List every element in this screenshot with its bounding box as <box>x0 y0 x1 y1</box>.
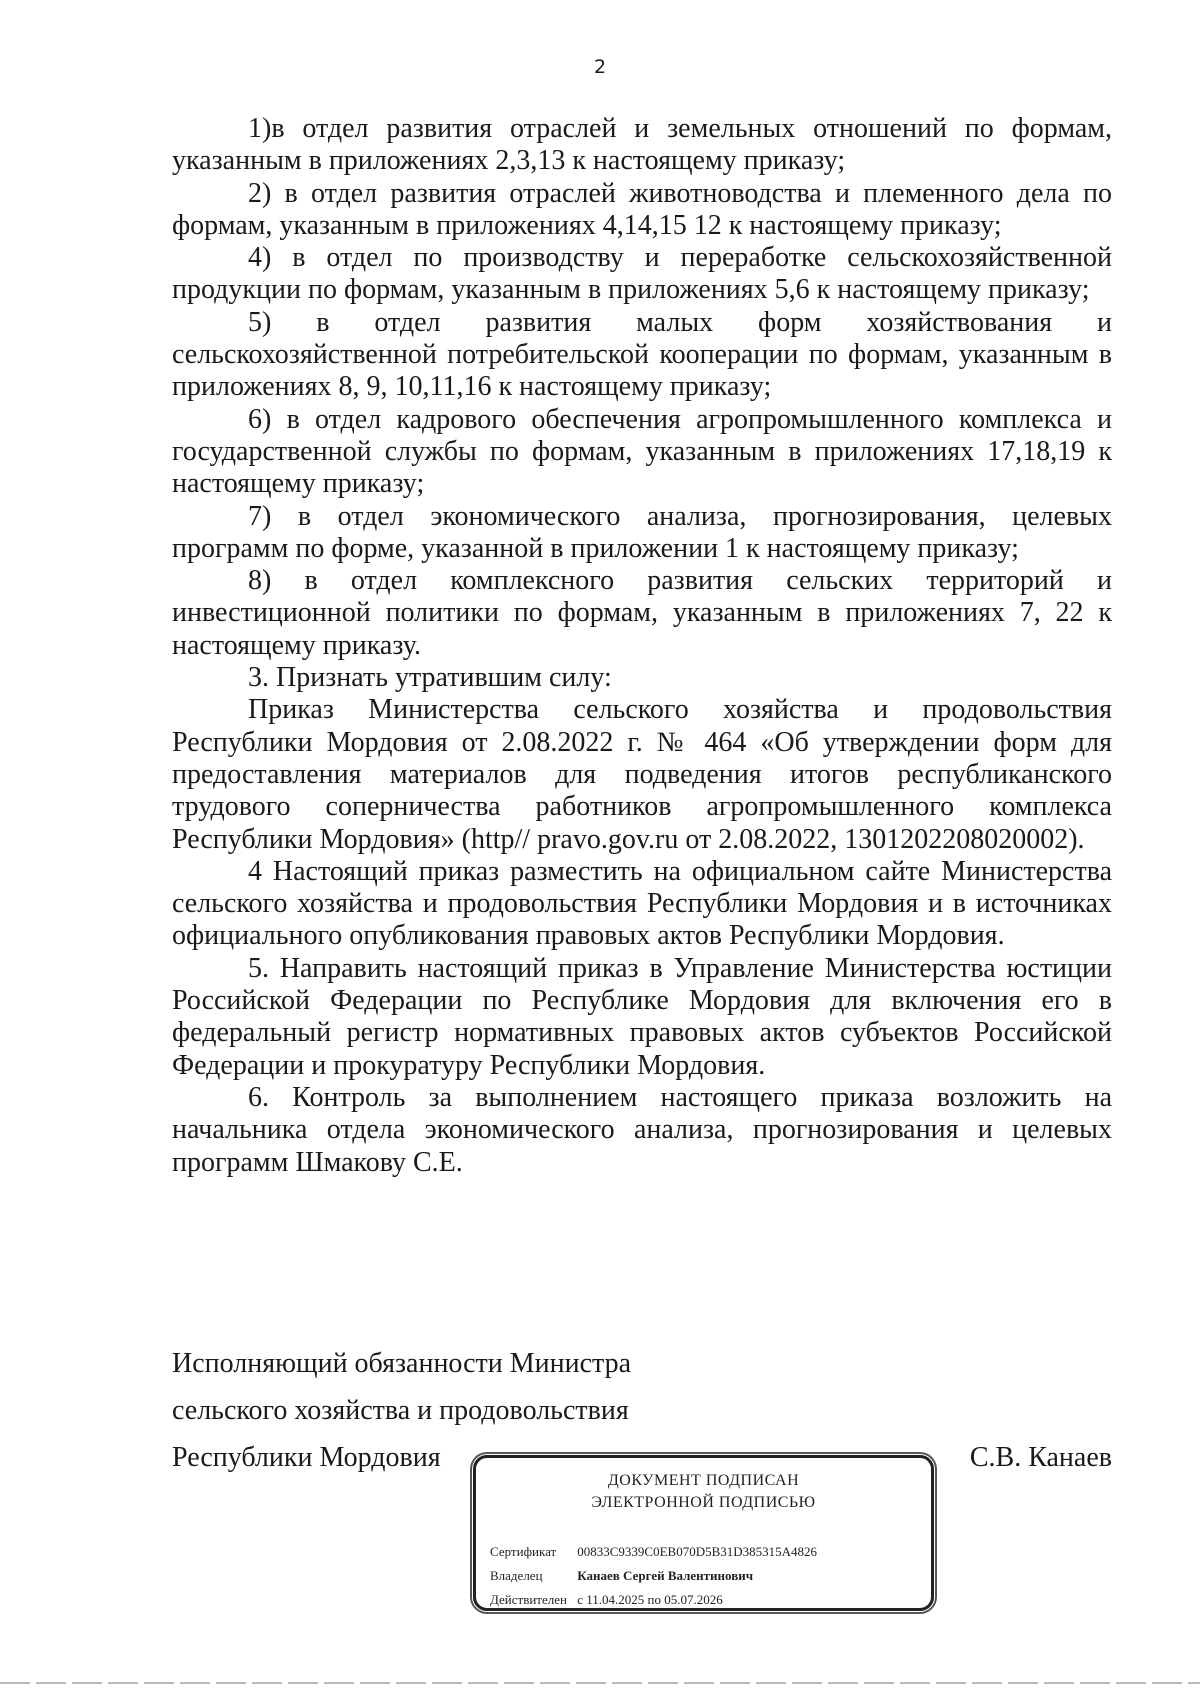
paragraph-item-8: 8) в отдел комплексного развития сельских территорий и инвестиционной политики по формам, указанным в приложениях 7, 22 к настоящему приказу. <box>172 565 1112 661</box>
stamp-certificate-row <box>490 1540 817 1564</box>
stamp-certificate-label: Сертификат <box>490 1544 557 1559</box>
signatory-title-line-1: Исполняющий обязанности Министра <box>172 1348 632 1379</box>
stamp-validity-row <box>490 1588 817 1612</box>
signatory-title-line-2: сельского хозяйства и продовольствия <box>172 1395 629 1426</box>
paragraph-item-2: 2) в отдел развития отраслей животноводства и племенного дела по формам, указанным в приложениях 4,14,15 12 к настоящему приказу; <box>172 177 1112 241</box>
electronic-signature-stamp <box>473 1455 934 1611</box>
stamp-title-line-1: ДОКУМЕНТ ПОДПИСАН <box>607 1472 800 1489</box>
paragraph-clause-4: 4 Настоящий приказ разместить на официальном сайте Министерства сельского хозяйства и продовольствия Республики Мордовия и в источниках официального опубликования правовых актов Республики Мордовия. <box>172 855 1112 952</box>
paragraph-item-5: 5) в отдел развития малых форм хозяйствования и сельскохозяйственной потребительской кооперации по формам, указанным в приложениях 8, 9, 10,11,16 к настоящему приказу; <box>172 306 1112 403</box>
stamp-details <box>490 1540 817 1612</box>
paragraph-clause-6: 6. Контроль за выполнением настоящего приказа возложить на начальника отдела экономического анализа, прогнозирования и целевых программ Шмакову С.Е. <box>172 1081 1112 1178</box>
stamp-owner-label: Владелец <box>490 1568 543 1583</box>
paragraph-clause-3: 3. Признать утратившим силу: <box>248 662 612 694</box>
stamp-validity-value: с 11.04.2025 по 05.07.2026 <box>577 1592 723 1607</box>
stamp-title-line-2: ЭЛЕКТРОННОЙ ПОДПИСЬЮ <box>591 1494 816 1511</box>
paragraph-item-1: 1)в отдел развития отраслей и земельных отношений по формам, указанным в приложениях 2,3,13 к настоящему приказу; <box>172 113 1112 177</box>
paragraph-clause-5: 5. Направить настоящий приказ в Управление Министерства юстиции Российской Федерации по Республике Мордовия для включения его в федеральный регистр нормативных правовых актов субъектов Российской Федерации и прокуратуру Республики Мордовия. <box>172 952 1112 1081</box>
signatory-title-line-3: Республики Мордовия <box>172 1442 441 1473</box>
scan-edge-divider <box>0 1682 1200 1684</box>
document-body <box>172 113 1112 1179</box>
stamp-title <box>476 1470 931 1514</box>
stamp-owner-value: Канаев Сергей Валентинович <box>577 1568 754 1583</box>
paragraph-item-4: 4) в отдел по производству и переработке сельскохозяйственной продукции по формам, указанным в приложениях 5,6 к настоящему приказу; <box>172 242 1112 306</box>
stamp-validity-label: Действителен <box>490 1592 567 1607</box>
paragraph-item-7: 7) в отдел экономического анализа, прогнозирования, целевых программ по форме, указанной в приложении 1 к настоящему приказу; <box>172 500 1112 564</box>
stamp-certificate-value: 00833C9339C0EB070D5B31D385315A4826 <box>577 1544 818 1559</box>
page-number: 2 <box>593 56 607 78</box>
signatory-name: С.В. Канаев <box>969 1442 1112 1473</box>
paragraph-repealed-order: Приказ Министерства сельского хозяйства и продовольствия Республики Мордовия от 2.08.2022 г. № 464 «Об утверждении форм для предоставления материалов для подведения итогов республиканского трудового соперничества работников агропромышленного комплекса Республики Мордовия» (http// pravo.gov.ru от 2.08.2022, 1301202208020002). <box>172 694 1112 855</box>
paragraph-item-6: 6) в отдел кадрового обеспечения агропромышленного комплекса и государственной службы по формам, указанным в приложениях 17,18,19 к настоящему приказу; <box>172 403 1112 500</box>
stamp-owner-row <box>490 1564 817 1588</box>
